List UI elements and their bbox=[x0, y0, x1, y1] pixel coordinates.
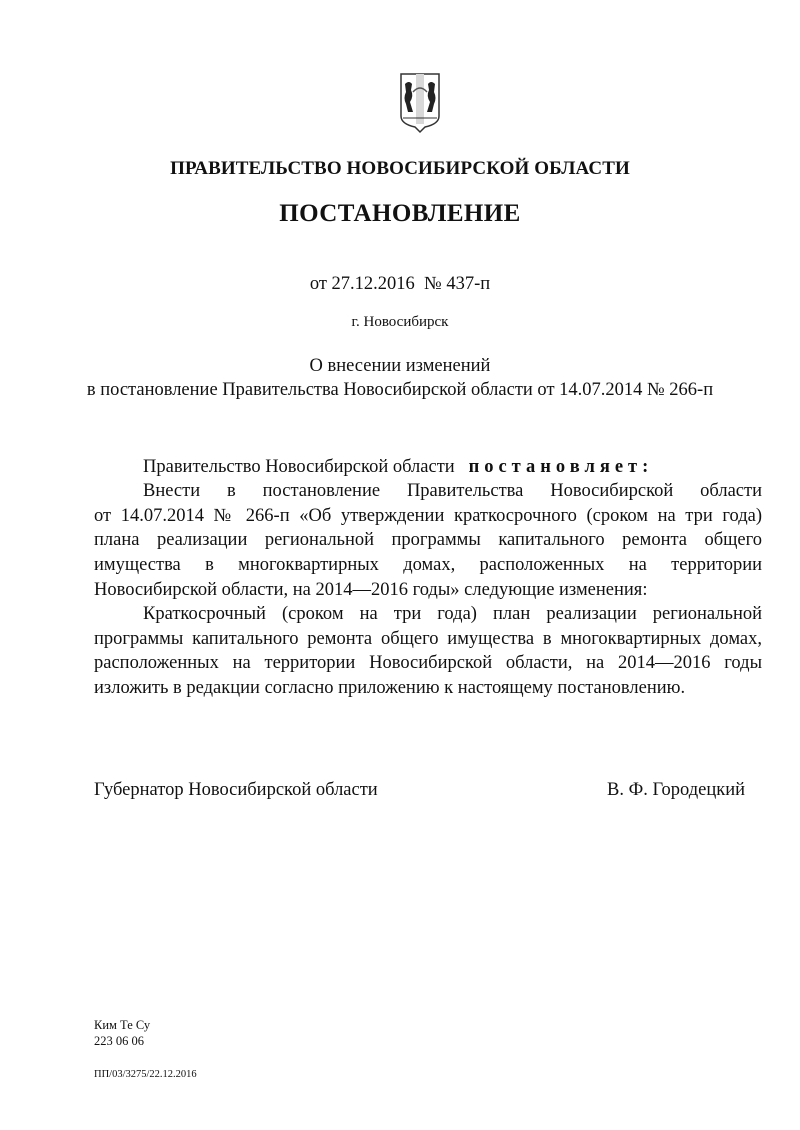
paragraph-line: имущества в многоквартирных домах, расположенных на территории bbox=[94, 555, 762, 576]
paragraph-line: плана реализации региональной программы капитального ремонта общего bbox=[94, 530, 762, 551]
intro-decree-word: постановляет: bbox=[468, 457, 654, 477]
subject-line-1: О внесении изменений bbox=[309, 356, 491, 376]
document-type-title: ПОСТАНОВЛЕНИЕ bbox=[279, 200, 521, 227]
paragraph-line: программы капитального ремонта общего имущества в многоквартирных домах, bbox=[94, 628, 762, 649]
document-code: ПП/03/3275/22.12.2016 bbox=[94, 1069, 197, 1080]
executor-phone: 223 06 06 bbox=[94, 1034, 144, 1048]
paragraph-line: Краткосрочный (сроком на три года) план реализации региональной bbox=[143, 604, 762, 624]
paragraph-line: Новосибирской области, на 2014—2016 годы» следующие изменения: bbox=[94, 579, 648, 600]
paragraph-line: от 14.07.2014 № 266-п «Об утверждении краткосрочного (сроком на три года) bbox=[94, 505, 762, 526]
subject-line-2: в постановление Правительства Новосибирской области от 14.07.2014 № 266-п bbox=[86, 380, 714, 400]
organization-title: ПРАВИТЕЛЬСТВО НОВОСИБИРСКОЙ ОБЛАСТИ bbox=[170, 158, 630, 179]
decree-intro bbox=[94, 455, 762, 480]
intro-text: Правительство Новосибирской области bbox=[143, 457, 455, 477]
executor-name: Ким Те Су bbox=[94, 1018, 151, 1032]
document-city: г. Новосибирск bbox=[351, 314, 449, 330]
signature-name: В. Ф. Городецкий bbox=[607, 780, 746, 800]
coat-of-arms-icon bbox=[399, 72, 441, 134]
document-date-number: от 27.12.2016 № 437-п bbox=[309, 274, 491, 294]
paragraph-line: изложить в редакции согласно приложению к настоящему постановлению. bbox=[94, 678, 686, 699]
signature-role: Губернатор Новосибирской области bbox=[94, 780, 378, 800]
paragraph-2 bbox=[94, 602, 762, 701]
paragraph-1 bbox=[94, 479, 762, 602]
paragraph-line: расположенных на территории Новосибирской области, на 2014—2016 годы bbox=[94, 653, 762, 674]
paragraph-line: Внести в постановление Правительства Новосибирской области bbox=[143, 481, 762, 501]
